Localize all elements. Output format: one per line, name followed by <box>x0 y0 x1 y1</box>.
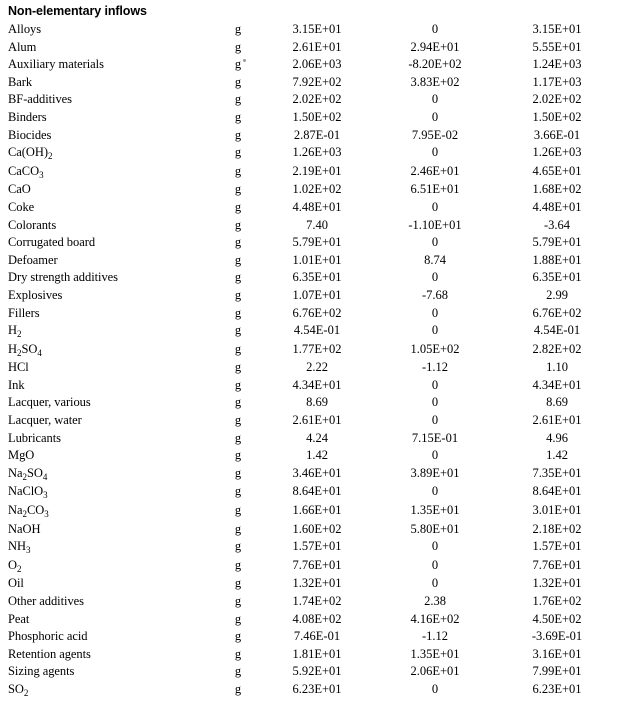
substance-name: Peat <box>8 611 30 626</box>
value-column-1: 5.79E+01 <box>292 235 342 250</box>
value-column-2: 0 <box>431 557 439 572</box>
substance-name: $Na_2CO_3$ <box>8 503 49 520</box>
value-column-total: 1.10 <box>546 360 568 375</box>
value-column-total: 5.79E+01 <box>532 235 582 250</box>
value-column-1: 2.87E-01 <box>293 127 341 142</box>
value-column-2: 0 <box>431 22 439 36</box>
table-row <box>8 91 620 109</box>
value-column-total: -3.69E-01 <box>531 629 583 644</box>
substance-unit: g <box>234 163 242 178</box>
value-column-total: 6.76E+02 <box>532 305 582 320</box>
value-column-1: 3.46E+01 <box>292 465 342 480</box>
substance-unit: g <box>234 182 242 197</box>
value-column-1: 4.08E+02 <box>292 611 342 626</box>
value-column-2: 0 <box>431 235 439 250</box>
table-row <box>8 430 620 448</box>
table-row <box>8 593 620 611</box>
substance-name: $NH_3$ <box>8 539 31 556</box>
substance-unit: g <box>234 323 242 338</box>
value-column-1: 8.64E+01 <box>292 484 342 499</box>
substance-name: Phosphoric acid <box>8 629 88 644</box>
substance-name: Lubricants <box>8 430 61 445</box>
document-page <box>0 4 624 713</box>
substance-name: MgO <box>8 448 35 463</box>
substance-unit: g <box>234 252 242 267</box>
value-column-total: 1.26E+03 <box>532 145 582 160</box>
value-column-1: 7.40 <box>306 217 328 232</box>
value-column-total: 3.01E+01 <box>532 503 582 518</box>
table-row <box>8 502 620 521</box>
scan-speck <box>243 59 246 62</box>
substance-unit: g <box>234 681 242 696</box>
table-row <box>8 39 620 57</box>
substance-unit: g <box>234 109 242 124</box>
substance-unit: g <box>234 217 242 232</box>
value-column-2: 1.35E+01 <box>410 646 460 661</box>
value-column-1: 1.74E+02 <box>292 594 342 608</box>
value-column-1: 7.92E+02 <box>292 74 342 89</box>
substance-unit: g <box>234 503 242 518</box>
substance-unit: g <box>234 521 242 536</box>
substance-unit: g <box>234 576 242 591</box>
substance-unit: g <box>234 305 242 320</box>
value-column-1: 8.69 <box>306 395 328 410</box>
substance-name: $O_2$ <box>8 557 22 574</box>
value-column-1: 2.06E+03 <box>292 57 342 72</box>
value-column-1: 6.23E+01 <box>292 681 342 696</box>
substance-unit: g <box>234 557 242 572</box>
value-column-2: 3.89E+01 <box>410 465 460 480</box>
substance-unit: g <box>234 395 242 410</box>
value-column-2: 0 <box>431 539 439 554</box>
value-column-total: 4.34E+01 <box>532 377 582 392</box>
table-row <box>8 521 620 539</box>
value-column-total: 1.50E+02 <box>532 109 582 124</box>
value-column-2: 0 <box>431 199 439 214</box>
value-column-2: 0 <box>431 576 439 591</box>
substance-name: NaClO$_3$ <box>8 484 48 501</box>
value-column-2: 0 <box>431 395 439 410</box>
substance-unit: g <box>234 360 242 375</box>
value-column-1: 1.50E+02 <box>292 109 342 124</box>
table-row <box>8 127 620 145</box>
value-column-2: 8.74 <box>424 252 446 267</box>
substance-name: $Ca(OH)_2$ <box>8 145 53 162</box>
value-column-2: 4.16E+02 <box>410 611 460 626</box>
table-row <box>8 305 620 323</box>
value-column-total: 1.32E+01 <box>532 576 582 591</box>
table-row <box>8 234 620 252</box>
substance-unit: g <box>234 465 242 480</box>
substance-unit: g <box>234 664 242 679</box>
substance-unit: g <box>234 235 242 250</box>
value-column-total: 3.66E-01 <box>533 127 581 142</box>
substance-name: Colorants <box>8 217 57 232</box>
value-column-2: 0 <box>431 323 439 338</box>
value-column-2: -1.12 <box>421 629 449 644</box>
value-column-total: 7.76E+01 <box>532 557 582 572</box>
table-row <box>8 269 620 287</box>
substance-name: CaO <box>8 182 31 197</box>
substance-name: BF-additives <box>8 92 72 107</box>
table-body <box>8 21 620 700</box>
substance-unit: g <box>234 646 242 661</box>
value-column-2: 0 <box>431 270 439 285</box>
substance-unit: g <box>234 611 242 626</box>
value-column-1: 2.22 <box>306 360 328 375</box>
value-column-1: 1.81E+01 <box>292 646 342 661</box>
value-column-2: 2.06E+01 <box>410 664 460 679</box>
value-column-total: 4.65E+01 <box>532 163 582 178</box>
value-column-1: 5.92E+01 <box>292 664 342 679</box>
table-row <box>8 252 620 270</box>
value-column-total: -3.64 <box>543 217 571 232</box>
value-column-total: 3.15E+01 <box>532 22 582 36</box>
value-column-2: 0 <box>431 681 439 696</box>
value-column-total: 4.48E+01 <box>532 199 582 214</box>
value-column-2: -7.68 <box>421 287 449 302</box>
substance-unit: g <box>234 629 242 644</box>
value-column-total: 2.99 <box>546 287 568 302</box>
inflows-table <box>8 21 620 700</box>
value-column-1: 2.61E+01 <box>292 39 342 54</box>
substance-name: Bark <box>8 74 33 89</box>
value-column-2: -8.20E+02 <box>408 57 462 72</box>
value-column-total: 1.17E+03 <box>532 74 582 89</box>
value-column-1: 7.76E+01 <box>292 557 342 572</box>
value-column-total: 7.99E+01 <box>532 664 582 679</box>
table-row <box>8 74 620 92</box>
substance-name: $H_2$ <box>8 323 22 340</box>
substance-name: Explosives <box>8 287 63 302</box>
value-column-total: 1.24E+03 <box>532 57 582 72</box>
substance-unit: g <box>234 74 242 89</box>
value-column-2: 0 <box>431 448 439 463</box>
table-row <box>8 628 620 646</box>
substance-name: Sizing agents <box>8 664 75 679</box>
table-row <box>8 109 620 127</box>
substance-unit: g <box>234 594 242 608</box>
value-column-2: 0 <box>431 413 439 428</box>
value-column-1: 1.42 <box>306 448 328 463</box>
table-row <box>8 56 620 74</box>
substance-unit: g <box>234 448 242 463</box>
substance-name: Oil <box>8 576 24 591</box>
table-row <box>8 447 620 465</box>
value-column-1: 1.07E+01 <box>292 287 342 302</box>
table-row <box>8 681 620 700</box>
table-row <box>8 322 620 341</box>
value-column-1: 4.34E+01 <box>292 377 342 392</box>
substance-unit: g <box>234 413 242 428</box>
substance-unit: g <box>234 377 242 392</box>
table-row <box>8 483 620 502</box>
substance-name: Binders <box>8 109 47 124</box>
value-column-2: 2.94E+01 <box>410 39 460 54</box>
value-column-total: 2.18E+02 <box>532 521 582 536</box>
value-column-total: 8.69 <box>546 395 568 410</box>
value-column-2: 7.95E-02 <box>411 127 459 142</box>
substance-unit: g <box>234 539 242 554</box>
table-row <box>8 538 620 557</box>
table-row <box>8 465 620 484</box>
substance-name: Dry strength additives <box>8 270 118 285</box>
table-row <box>8 199 620 217</box>
substance-name: $SO_2$ <box>8 681 29 698</box>
value-column-2: 2.46E+01 <box>410 163 460 178</box>
substance-unit: g <box>234 57 242 72</box>
substance-name: Corrugated board <box>8 235 96 250</box>
substance-unit: g <box>234 341 242 356</box>
value-column-1: 2.19E+01 <box>292 163 342 178</box>
value-column-total: 1.88E+01 <box>532 252 582 267</box>
value-column-total: 4.96 <box>546 430 568 445</box>
value-column-2: 0 <box>431 484 439 499</box>
substance-name: Coke <box>8 199 35 214</box>
table-row <box>8 557 620 576</box>
substance-unit: g <box>234 430 242 445</box>
value-column-2: 7.15E-01 <box>411 430 459 445</box>
substance-name: Alloys <box>8 22 42 36</box>
substance-unit: g <box>234 287 242 302</box>
value-column-total: 1.68E+02 <box>532 182 582 197</box>
table-row <box>8 611 620 629</box>
value-column-total: 1.76E+02 <box>532 594 582 608</box>
value-column-total: 2.82E+02 <box>532 341 582 356</box>
substance-name: $Na_2SO_4$ <box>8 465 48 482</box>
substance-name: HCl <box>8 360 29 375</box>
table-row <box>8 377 620 395</box>
substance-name: Biocides <box>8 127 52 142</box>
value-column-1: 1.77E+02 <box>292 341 342 356</box>
table-row <box>8 359 620 377</box>
value-column-2: 0 <box>431 377 439 392</box>
value-column-total: 4.50E+02 <box>532 611 582 626</box>
value-column-total: 1.42 <box>546 448 568 463</box>
substance-unit: g <box>234 484 242 499</box>
substance-name: Ink <box>8 377 25 392</box>
substance-name: Fillers <box>8 305 40 320</box>
value-column-1: 2.02E+02 <box>292 92 342 107</box>
value-column-total: 6.35E+01 <box>532 270 582 285</box>
substance-unit: g <box>234 22 242 36</box>
value-column-1: 7.46E-01 <box>293 629 341 644</box>
substance-name: $H_2SO_4$ <box>8 341 42 358</box>
table-row <box>8 287 620 305</box>
substance-name: CaCO$_3$ <box>8 163 44 180</box>
value-column-1: 6.35E+01 <box>292 270 342 285</box>
value-column-2: 3.83E+02 <box>410 74 460 89</box>
substance-unit: g <box>234 127 242 142</box>
value-column-total: 8.64E+01 <box>532 484 582 499</box>
value-column-1: 3.15E+01 <box>292 22 342 36</box>
table-row <box>8 21 620 39</box>
substance-name: Retention agents <box>8 646 91 661</box>
value-column-2: 6.51E+01 <box>410 182 460 197</box>
value-column-total: 5.55E+01 <box>532 39 582 54</box>
substance-name: Other additives <box>8 594 84 608</box>
table-row <box>8 181 620 199</box>
section-title: Non-elementary inflows <box>8 4 147 18</box>
substance-unit: g <box>234 145 242 160</box>
substance-name: NaOH <box>8 521 41 536</box>
table-row <box>8 663 620 681</box>
value-column-1: 1.32E+01 <box>292 576 342 591</box>
value-column-total: 4.54E-01 <box>533 323 581 338</box>
value-column-1: 2.61E+01 <box>292 413 342 428</box>
value-column-2: 0 <box>431 92 439 107</box>
table-row <box>8 163 620 182</box>
table-row <box>8 646 620 664</box>
substance-name: Defoamer <box>8 252 58 267</box>
value-column-total: 3.16E+01 <box>532 646 582 661</box>
substance-name: Lacquer, various <box>8 395 91 410</box>
value-column-1: 1.57E+01 <box>292 539 342 554</box>
value-column-2: 1.05E+02 <box>410 341 460 356</box>
substance-unit: g <box>234 270 242 285</box>
table-row <box>8 412 620 430</box>
value-column-total: 7.35E+01 <box>532 465 582 480</box>
substance-name: Auxiliary materials <box>8 57 104 72</box>
substance-name: Alum <box>8 39 37 54</box>
value-column-2: 0 <box>431 305 439 320</box>
value-column-2: -1.12 <box>421 360 449 375</box>
table-row <box>8 144 620 163</box>
substance-unit: g <box>234 199 242 214</box>
value-column-1: 1.02E+02 <box>292 182 342 197</box>
value-column-total: 1.57E+01 <box>532 539 582 554</box>
value-column-total: 6.23E+01 <box>532 681 582 696</box>
value-column-2: 2.38 <box>424 594 446 608</box>
value-column-2: 0 <box>431 145 439 160</box>
value-column-2: 5.80E+01 <box>410 521 460 536</box>
value-column-total: 2.61E+01 <box>532 413 582 428</box>
value-column-1: 6.76E+02 <box>292 305 342 320</box>
value-column-1: 1.26E+03 <box>292 145 342 160</box>
value-column-1: 1.01E+01 <box>292 252 342 267</box>
value-column-1: 4.54E-01 <box>293 323 341 338</box>
value-column-total: 2.02E+02 <box>532 92 582 107</box>
value-column-1: 1.66E+01 <box>292 503 342 518</box>
value-column-1: 1.60E+02 <box>292 521 342 536</box>
table-row <box>8 394 620 412</box>
value-column-2: -1.10E+01 <box>408 217 462 232</box>
value-column-2: 1.35E+01 <box>410 503 460 518</box>
table-row <box>8 341 620 360</box>
value-column-1: 4.48E+01 <box>292 199 342 214</box>
value-column-1: 4.24 <box>306 430 328 445</box>
table-row <box>8 217 620 235</box>
substance-unit: g <box>234 92 242 107</box>
value-column-2: 0 <box>431 109 439 124</box>
substance-unit: g <box>234 39 242 54</box>
table-row <box>8 575 620 593</box>
substance-name: Lacquer, water <box>8 413 82 428</box>
